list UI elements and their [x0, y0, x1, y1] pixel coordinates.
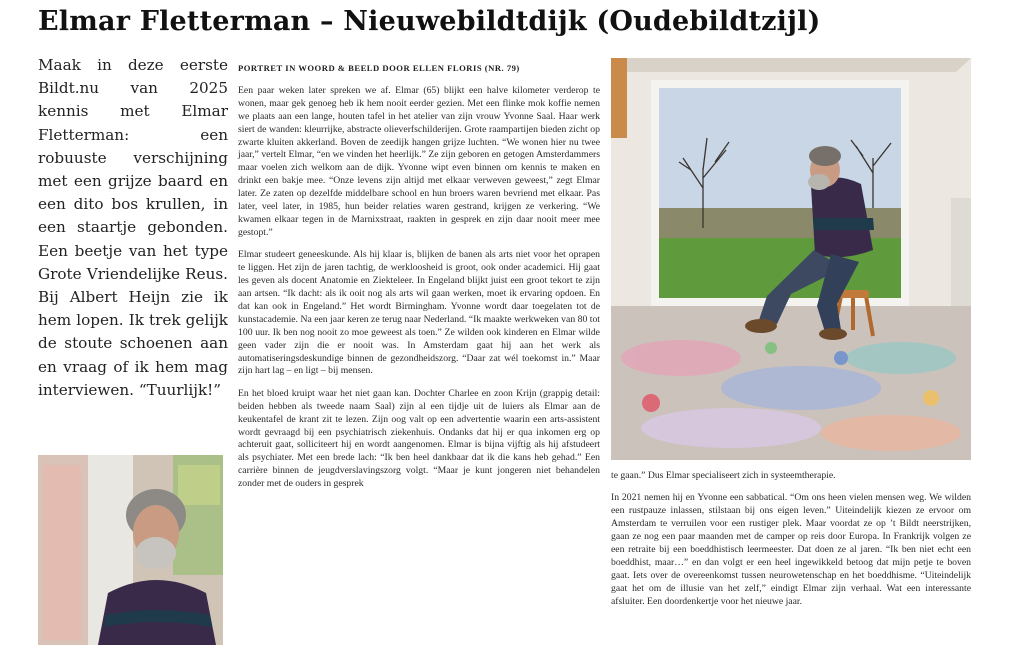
article-body-column — [238, 62, 600, 501]
intro-text: Maak in deze eerste Bildt.nu van 2025 kennis met Elmar Fletterman: een robuuste verschijning met een grijze baard en een dito bos krullen, in een staartje gebonden. Een beetje van het type Grote Vriendelijke Reus. Bij Albert Heijn zie ik hem lopen. Ik trek gelijk de stoute schoenen aan en vraag of ik hem mag interviewen. “Tuurlijk!” — [38, 56, 228, 399]
portrait-illustration — [38, 455, 223, 645]
byline-kicker: PORTRET IN WOORD & BEELD DOOR ELLEN FLORIS (NR. 79) — [238, 63, 520, 73]
body-paragraph-2: Elmar studeert geneeskunde. Als hij klaar is, blijken de banen als arts niet voor het oprapen te liggen. Het zijn de jaren tachtig, de werkloosheid is groot, ook onder academici. Hij gaat les geven als docent Anatomie en Ziekteleer. In Engeland blijkt juist een groot tekort te zijn aan artsen. “Ik dacht: als ik ooit nog als arts wil gaan werken, moet ik ervaring opdoen. En dat kan ook in Engeland.” Het wordt Birmingham. Yvonne wordt daar toegelaten tot de kunstacademie. Na een jaar keren ze terug naar Nederland. “Ik maakte werkweken van 80 tot 100 uur. Ik ben nog nooit zo moe geweest als toen.” Ze wilden ook kinderen en Elmar wilde geen vader zijn die er nooit was. In Amsterdam gaat hij aan het werk als automatiseringsdeskundige binnen de gezondheidszorg. “Daar zat wél toekomst in.” Maar zijn hart lag – en ligt – bij mensen. — [238, 249, 600, 377]
atelier-photo — [611, 58, 971, 460]
body-paragraph-5: In 2021 nemen hij en Yvonne een sabbatical. “Om ons heen vielen mensen weg. We wilden een rustpauze inlassen, stilstaan bij ons eigen leven.” Uiteindelijk kiezen ze ervoor om Amsterdam te verruilen voor een rustiger plek. Maar voordat ze op ’t Bildt neerstrijken, gaan ze nog een paar maanden met de camper op reis door Europa. In Frankrijk volgen ze een retraite bij een boeddhistisch leermeester. Dat doen ze al jaren. “Ik ben niet echt een boeddhist, maar…” en dan volgt er een heel ingewikkeld betoog dat mijn petje te boven gaat. Iets over de overeenkomst tussen neurowetenschap en het boeddhisme. “Uiteindelijk gaat het om de illusie van het zelf,” eindigt Elmar zijn verhaal. Wat een interessante afsluiter. Een doordenkertje voor het nieuwe jaar. — [611, 492, 971, 607]
body-paragraph-1: Een paar weken later spreken we af. Elmar (65) blijkt een halve kilometer verderop te wonen, maar gek genoeg heb ik hem nooit eerder gezien. Met een flinke mok koffie nemen we plaats aan een lange, houten tafel in het atelier van zijn vrouw Yvonne Saal. Haar werk siert de wanden: kleurrijke, abstracte olieverfschilderijen. Grote raampartijen bieden zicht op zwarte kluiten akkerland. Boven de zeedijk hangen grijze luchten. “We wonen hier nu twee jaar,” vertelt Elmar, “en we vinden het heerlijk.” Ze zijn geboren en getogen Amsterdammers maar voelen zich welkom aan de dijk. Yvonne wipt even binnen om kennis te maken en drinkt een bakje mee. “Onze levens zijn altijd met elkaar verweven geweest,” zegt Elmar later. Ze zaten op dezelfde middelbare school en hun broers waren bevriend met elkaar. Pas later, veel later, in 1985, hun beider relaties waren gestrand, krijgen ze verkering. “We kwamen elkaar tegen in de Marnixstraat, raakten in gesprek en zijn daar nooit meer mee gestopt.” — [238, 84, 600, 238]
body-paragraph-3: En het bloed kruipt waar het niet gaan kan. Dochter Charlee en zoon Krijn (grappig detail: beiden hebben als tweede naam Saal) zijn al een tijdje uit de luiers als Elmar aan de keukentafel de krant zit te lezen. Zijn oog valt op een advertentie waarin een arts-assistent wordt gevraagd bij een psychiatrisch ziekenhuis. Ondanks dat hij er qua inkomen erg op achteruit gaat, solliciteert hij en wordt aangenomen. Elmar is bijna vijftig als hij afstudeert als psychiater. Met een brede lach: “Ik ben heel dankbaar dat ik die kans heb gehad.” Een carrière binnen de jeugdverslavingszorg volgt. “Maar je kunt jongeren niet behandelen zonder met de ouders in gesprek — [238, 387, 600, 490]
atelier-illustration — [611, 58, 971, 460]
article-headline: Elmar Fletterman – Nieuwebildtdijk (Oudebildtzijl) — [38, 6, 821, 37]
body-paragraph-4: te gaan.” Dus Elmar specialiseert zich in systeemtherapie. — [611, 470, 836, 481]
portrait-photo — [38, 455, 223, 645]
article-body-column-right — [611, 470, 971, 618]
